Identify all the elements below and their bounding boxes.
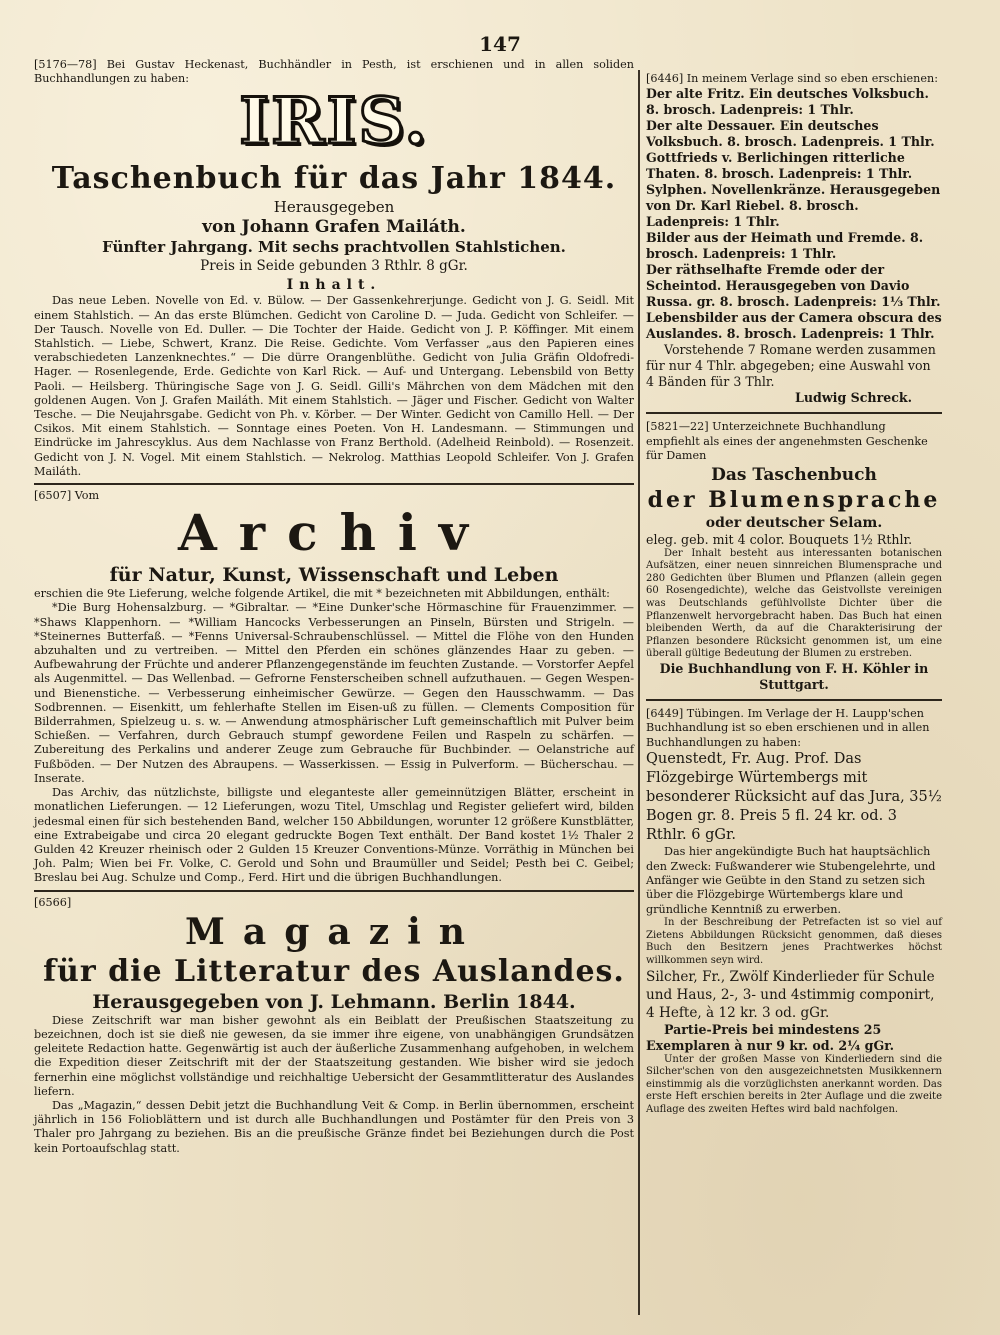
schreck-intro: [6446] In meinem Verlage sind so eben erschienen: bbox=[646, 72, 938, 85]
iris-editor-line1: Herausgegeben bbox=[273, 198, 395, 217]
iris-price: Preis in Seide gebunden 3 Rthlr. 8 gGr. bbox=[200, 258, 468, 275]
archiv-title: Archiv bbox=[178, 503, 490, 563]
koehler-intro: [5821—22] Unterzeichnete Buchhandlung empfiehlt als eines der angenehmsten Geschenke für Damen bbox=[646, 420, 928, 463]
schreck-item: Der alte Fritz. Ein deutsches Volksbuch. 8. brosch. Ladenpreis: 1 Thlr. bbox=[646, 86, 929, 118]
koehler-advertisement bbox=[646, 420, 942, 693]
laupp-partie: Partie-Preis bei mindestens 25 Exemplaren à nur 9 kr. od. 2¼ gGr. bbox=[646, 1021, 895, 1053]
schreck-item: Bilder aus der Heimath und Fremde. 8. brosch. Ladenpreis: 1 Thlr. bbox=[646, 230, 924, 262]
iris-title: IRIS. bbox=[239, 84, 429, 160]
koehler-title2: der Blumensprache bbox=[647, 486, 941, 513]
schreck-offer: Vorstehende 7 Romane werden zusammen für nur 4 Thlr. abgegeben; eine Auswahl von 4 Bänden für 3 Thlr. bbox=[646, 342, 936, 390]
laupp-body3: Unter der großen Masse von Kinderliedern sind die Silcher'schen von den ausgezeichnetsten Musikkennern einstimmig als die vorzüglichsten anerkannt worden. Das erste Heft erschien bereits in 2ter Auflage und die zweite Auflage des zweiten Heftes wird bald nachfolgen. bbox=[646, 1053, 942, 1115]
archiv-body2: *Die Burg Hohensalzburg. — *Gibraltar. — *Eine Dunker'sche Hörmaschine für Frauenzimmer. — *Shaws Klappenhorn. — *William Hancocks Verbesserungen an Pinseln, Bürsten und Strigeln. — *Steinernes Butterfaß. — *Fenns Universal-Schraubenschlüssel. — Mittel die Flöhe von den Hunden abzuhalten und zu vertreiben. — Mittel den Pferden ein schönes glänzendes Haar zu geben. — Aufbewahrung der Früchte und anderer Pflanzengegenstände im feuchten Zustande. — Vorstorfer Aepfel als Augenmittel. — Das Wellenbad. — Gefrorne Fensterscheiben schnell aufzuthauen. — Gegen Wespen- und Bienenstiche. — Verbesserung einheimischer Gewürze. — Gegen den Hausschwamm. — Das Sodbrennen. — Eisenkitt, um fehlerhafte Stellen im Eisen-uß zu füllen. — Clements Composition für Bilderrahmen, Spielzeug u. s. w. — Anwendung atmosphärischer Luft gemeinschaftlich mit Pulver beim Schießen. — Verfahren, durch Gebrauch stumpf gewordene Feilen und Raspeln zu schärfen. — Zubereitung des Perkalins und anderer Zeuge zum Gebrauche für Buchbinder. — Oelanstriche auf Fußböden. — Der Nutzen des Abraupens. — Wasserkissen. — Essig in Pulverform. — Bücherschau. — Inserate. bbox=[34, 601, 634, 785]
magazin-intro: [6566] bbox=[34, 895, 72, 909]
archiv-body1: erschien die 9te Lieferung, welche folgende Artikel, die mit * bezeichneten mit Abbildungen, enthält: bbox=[34, 587, 610, 601]
koehler-title1: Das Taschenbuch bbox=[711, 464, 877, 485]
magazin-title: Magazin bbox=[185, 910, 483, 953]
page-number: 147 bbox=[479, 32, 521, 56]
laupp-title: Quenstedt, Fr. Aug. Prof. Das Flözgebirge Würtembergs mit besonderer Rücksicht auf das Jura, 35½ Bogen gr. 8. Preis 5 fl. 24 kr. od. 3 Rthlr. 6 gGr. bbox=[646, 751, 942, 844]
koehler-title3: oder deutscher Selam. bbox=[705, 514, 883, 531]
magazin-subtitle: für die Litteratur des Auslandes. bbox=[43, 953, 625, 989]
iris-contents-heading: Inhalt. bbox=[286, 277, 382, 294]
schreck-item: Gottfrieds v. Berlichingen ritterliche Thaten. 8. brosch. Ladenpreis: 1 Thlr. bbox=[646, 150, 913, 182]
schreck-advertisement bbox=[646, 72, 942, 406]
column-divider bbox=[638, 70, 640, 1315]
iris-advertisement bbox=[34, 58, 634, 479]
iris-subtitle: Taschenbuch für das Jahr 1844. bbox=[51, 161, 617, 197]
separator-rule bbox=[34, 890, 634, 892]
magazin-editor: Herausgegeben von J. Lehmann. Berlin 1844. bbox=[92, 990, 576, 1013]
schreck-signature: Ludwig Schreck. bbox=[795, 390, 912, 406]
separator-rule bbox=[34, 483, 634, 485]
schreck-item: Der alte Dessauer. Ein deutsches Volksbuch. 8. brosch. Ladenpreis. 1 Thlr. bbox=[646, 118, 935, 150]
archiv-advertisement bbox=[34, 489, 634, 885]
laupp-silcher: Silcher, Fr., Zwölf Kinderlieder für Schule und Haus, 2-, 3- und 4stimmig componirt, 4 Hefte, à 12 kr. 3 od. gGr. bbox=[646, 968, 935, 1021]
archiv-subtitle: für Natur, Kunst, Wissenschaft und Leben bbox=[109, 564, 559, 587]
iris-contents: Das neue Leben. Novelle von Ed. v. Bülow. — Der Gassenkehrerjunge. Gedicht von J. G. Seidl. Mit einem Stahlstich. — An das erste Blümchen. Gedicht von Caroline D. — Juda. Gedicht von Schleifer. — Der Tausch. Novelle von Ed. Duller. — Die Tochter der Haide. Gedicht von J. P. Köffinger. Mit einem Stahlstich. — Liebe, Schwert, Kranz. Die Reise. Gedichte. Vom Verfasser „aus den Papieren eines verabschiedeten Lanzenknechtes.“ — Die dürre Orangenblüthe. Gedicht von Julia Gräfin Oldofredi-Hager. — Rosenlegende, Erde. Gedichte von Karl Rick. — Auf- und Untergang. Lebensbild von Betty Paoli. — Heilsberg. Thüringische Sage von J. G. Seidl. Gilli's Mährchen von dem Mädchen mit den goldenen Augen. Von J. Grafen Mailáth. Mit einem Stahlstich. — Jäger und Fischer. Gedicht von Walter Tesche. — Die Neujahrsgabe. Gedicht von Ph. v. Körber. — Der Winter. Gedicht von Camillo Hell. — Der Csikos. Mit einem Stahlstich. — Sonntage eines Poeten. Von H. Landesmann. — Stimmungen und Eindrücke im Jahrescyklus. Aus dem Nachlasse von Franz Berthold. (Adelheid Reinbold). — Rosenzeit. Gedicht von J. N. Vogel. Mit einem Stahlstich. — Nekrolog. Matthias Leopold Schleifer. Von J. Grafen Mailáth. bbox=[34, 294, 634, 478]
magazin-body2: Das „Magazin,“ dessen Debit jetzt die Buchhandlung Veit & Comp. in Berlin übernommen, erscheint jährlich in 156 Folioblättern und ist durch alle Buchhandlungen und Postämter für den Preis von 3 Thaler pro Jahrgang zu beziehen. Bis an die preußische Gränze findet bei Beziehungen durch die Post kein Portoaufschlag statt. bbox=[34, 1098, 634, 1155]
schreck-item: Der räthselhafte Fremde oder der Scheintod. Herausgegeben von Davio Russa. gr. 8. brosch. Ladenpreis: 1⅓ Thlr. bbox=[646, 262, 941, 310]
separator-rule bbox=[646, 699, 942, 701]
iris-editor-line2: von Johann Grafen Mailáth. bbox=[202, 217, 466, 238]
koehler-body: Der Inhalt besteht aus interessanten botanischen Aufsätzen, einer neuen sinnreichen Blumensprache und 280 Gedichten über Blumen und Pflanzen (allein gegen 60 Rosengedichte), welche das Geistvollste vereinigen was Deutschlands gefühlvollste Dichter über die Pflanzenwelt hervorgebracht haben. Das Buch hat einen bleibenden Werth, da auf die Charakterisirung der Pflanzen besondere Rücksicht genommen ist, um eine überall gültige Bedeutung der Blumen zu erstreben. bbox=[646, 547, 942, 660]
koehler-signature: Die Buchhandlung von F. H. Köhler in Stuttgart. bbox=[659, 660, 929, 692]
schreck-item: Lebensbilder aus der Camera obscura des Auslandes. 8. brosch. Ladenpreis: 1 Thlr. bbox=[646, 310, 942, 342]
laupp-intro: [6449] Tübingen. Im Verlage der H. Laupp'schen Buchhandlung ist so eben erschienen und in allen Buchhandlungen zu haben: bbox=[646, 706, 930, 749]
left-column bbox=[34, 58, 634, 1156]
magazin-advertisement bbox=[34, 896, 634, 1156]
laupp-body2: In der Beschreibung der Petrefacten ist so viel auf Zietens Abbildungen Rücksicht genommen, daß dieses Buch den Besitzern jenes Prachtwerkes höchst willkommen seyn wird. bbox=[646, 917, 942, 966]
magazin-body1: Diese Zeitschrift war man bisher gewohnt als ein Beiblatt der Preußischen Staatszeitung zu bezeichnen, doch ist sie dieß nie gewesen, da sie immer ihre eigene, von unabhängigen Grundsätzen geleitete Redaction hatte. Gegenwärtig ist auch der äußerliche Zusammenhang aufgehoben, in welchem die Expedition dieser Zeitschrift mit der der Staatszeitung gestanden. Wie bisher wird sie jedoch fernerhin eine möglichst vollständige und reichhaltige Uebersicht der Gesammtlitteratur des Auslandes liefern. bbox=[34, 1013, 634, 1098]
laupp-advertisement bbox=[646, 707, 942, 1117]
laupp-body1: Das hier angekündigte Buch hat hauptsächlich den Zweck: Fußwanderer wie Stubengelehrte, und Anfänger wie Geübte in den Stand zu setzen sich über die Flözgebirge Würtembergs klare und gründliche Kenntniß zu erwerben. bbox=[646, 845, 936, 916]
archiv-body3: Das Archiv, das nützlichste, billigste und eleganteste aller gemeinnützigen Blätter, erscheint in monatlichen Lieferungen. — 12 Lieferungen, wozu Titel, Umschlag und Register geliefert wird, bilden jedesmal einen für sich bestehenden Band, welcher 150 Abbildungen, worunter 12 größere Kunstblätter, eine Extrabeigabe und circa 20 elegant gedruckte Bogen Text enthält. Der Band kostet 1½ Thaler 2 Gulden 42 Kreuzer rheinisch oder 2 Gulden 15 Kreuzer Conventions-Münze. Vorräthig in München bei Joh. Palm; Wien bei Fr. Volke, C. Gerold und Sohn und Braumüller und Seidel; Pesth bei C. Geibel; Breslau bei Aug. Schulze und Comp., Ferd. Hirt und die übrigen Buchhandlungen. bbox=[34, 786, 634, 885]
iris-edition: Fünfter Jahrgang. Mit sechs prachtvollen Stahlstichen. bbox=[102, 238, 566, 257]
koehler-price: eleg. geb. mit 4 color. Bouquets 1½ Rthlr. bbox=[646, 531, 913, 547]
iris-intro: [5176—78] Bei Gustav Heckenast, Buchhändler in Pesth, ist erschienen und in allen soliden Buchhandlungen zu haben: bbox=[34, 58, 634, 86]
archiv-intro: [6507] Vom bbox=[34, 489, 100, 503]
separator-rule bbox=[646, 412, 942, 414]
right-column bbox=[646, 72, 942, 1117]
schreck-item: Sylphen. Novellenkränze. Herausgegeben von Dr. Karl Riebel. 8. brosch. Ladenpreis: 1 Thlr. bbox=[646, 182, 941, 230]
